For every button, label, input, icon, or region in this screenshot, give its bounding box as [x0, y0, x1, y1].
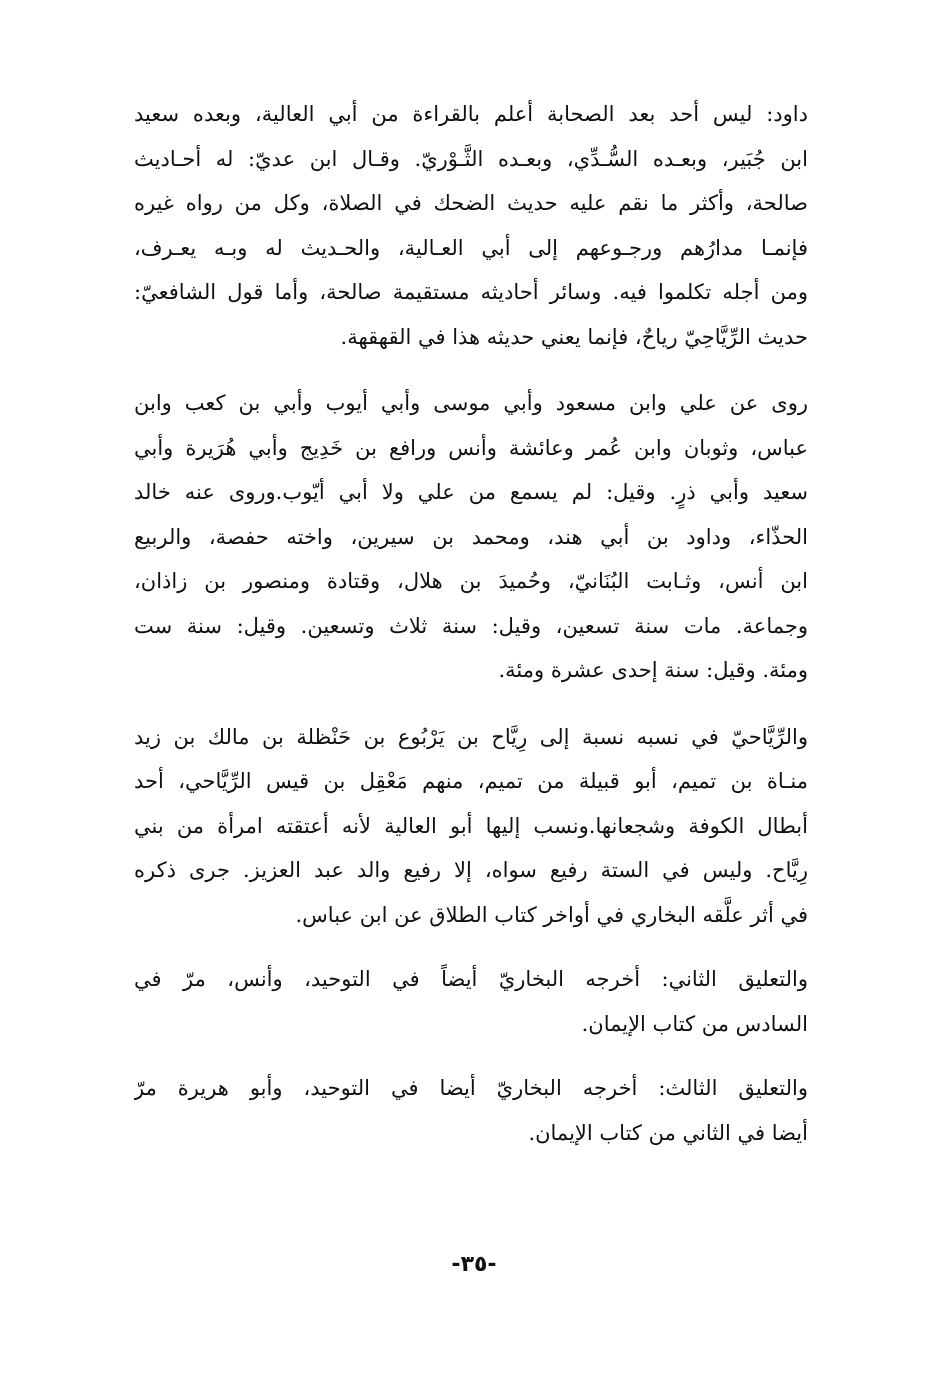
paragraph-1 [134, 92, 808, 359]
text-line: السادس من كتاب الإيمان. [581, 1011, 808, 1036]
page-number: -٣٥- [451, 1252, 497, 1277]
text-line: صالحة، وأكثر ما نقم عليه حديث الضحك في الصلاة، وكل من رواه غيره [134, 191, 808, 215]
text-line: رِيَّاح. وليس في الستة رفيع سواه، إلا رفيع والد عبد العزيز. جرى ذكره [134, 858, 808, 882]
text-line: ابن جُبَير، وبعـده السُّـدِّي، وبعـده الثَّـوْريّ. وقـال ابن عديّ: له أحـاديث [134, 146, 808, 171]
text-line: حديث الرِّيَّاحِيّ رياحٌ، فإنما يعني حديثه هذا في القهقهة. [340, 324, 808, 349]
text-line: عباس، وثوبان وابن عُمر وعائشة وأنس ورافع بن خَدِيج وأبي هُرَيرة وأبي [134, 435, 808, 460]
paragraph-4 [134, 957, 808, 1046]
paragraph-2 [134, 381, 808, 693]
text-line: روى عن علي وابن مسعود وأبي موسى وأبي أيوب وأبي بن كعب وابن [134, 391, 808, 415]
text-line: أيضا في الثاني من كتاب الإيمان. [528, 1120, 808, 1145]
text-line: فإنمـا مدارُهم ورجـوعهم إلى أبي العـالية، والحـديث له وبـه يعـرف، [134, 235, 808, 260]
text-line: داود: ليس أحد بعد الصحابة أعلم بالقراءة من أبي العالية، وبعده سعيد [134, 102, 808, 126]
text-line: ومن أجله تكلموا فيه. وسائر أحاديثه مستقيمة صالحة، وأما قول الشافعيّ: [134, 280, 808, 304]
paragraph-5 [134, 1066, 808, 1155]
text-line: ابن أنس، وثـابت البُنَانيّ، وحُميدَ بن هلال، وقتادة ومنصور بن زاذان، [134, 569, 808, 593]
text-line: الحذّاء، وداود بن أبي هند، ومحمد بن سيرين، واخته حفصة، والربيع [134, 524, 808, 549]
page-body [134, 92, 808, 1155]
text-line: والرِّيَّاحيّ في نسبه نسبة إلى رِيَّاح بن يَرْبُوع بن حَنْظلة بن مالك بن زيد [134, 724, 808, 749]
paragraph-3 [134, 715, 808, 938]
text-line: والتعليق الثاني: أخرجه البخاريّ أيضاً في التوحيد، وأنس، مرّ في [134, 967, 808, 991]
text-line: ومئة. وقيل: سنة إحدى عشرة ومئة. [498, 658, 808, 682]
text-line: في أثر علَّقه البخاري في أواخر كتاب الطلاق عن ابن عباس. [295, 902, 808, 927]
text-line: منـاة بن تميم، أبو قبيلة من تميم، منهم مَعْقِل بن قيس الرِّيَّاحي، أحد [134, 769, 808, 793]
text-line: أبطال الكوفة وشجعانها.ونسب إليها أبو العالية لأنه أعتقته امرأة من بني [134, 813, 808, 838]
text-line: وجماعة. مات سنة تسعين، وقيل: سنة ثلاث وتسعين. وقيل: سنة ست [134, 613, 808, 638]
text-line: والتعليق الثالث: أخرجه البخاريّ أيضا في التوحيد، وأبو هريرة مرّ [134, 1076, 808, 1100]
text-line: سعيد وأبي ذرٍ. وقيل: لم يسمع من علي ولا أبي أيّوب.وروى عنه خالد [134, 480, 808, 504]
